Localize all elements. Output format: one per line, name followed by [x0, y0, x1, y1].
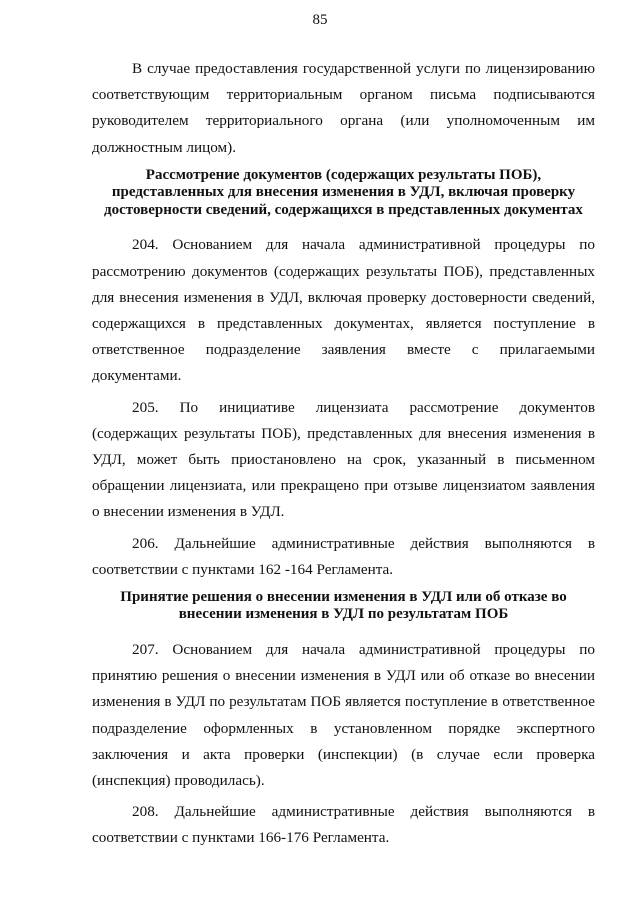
paragraph-208: 208. Дальнейшие административные действия выполняются в соответствии с пунктами 166-176 Регламента. — [92, 803, 595, 847]
paragraph-205: 205. По инициативе лицензиата рассмотрение документов (содержащих результаты ПОБ), представленных для внесения изменения в УДЛ, может быть приостановлено на срок, указанный в письменном обращении лицензиата, или прекращено при отзыве лицензиатом заявления о внесении изменения в УДЛ. — [92, 398, 595, 521]
paragraph-intro: В случае предоставления государственной услуги по лицензированию соответствующим территориальным органом письма подписываются руководителем территориального органа (или уполномоченным им должностным лицом). — [92, 60, 595, 156]
paragraph-204: 204. Основанием для начала административной процедуры по рассмотрению документов (содержащих результаты ПОБ), представленных для внесения изменения в УДЛ, включая проверку достоверности сведений, содержащихся в представленных документах, является поступление в ответственное подразделение заявления вместе с прилагаемыми документами. — [92, 236, 595, 385]
heading-line: Рассмотрение документов (содержащих результаты ПОБ), — [145, 166, 542, 183]
page-content — [92, 56, 595, 857]
paragraph-207: 207. Основанием для начала административной процедуры по принятию решения о внесении изменения в УДЛ или об отказе во внесении изменения в УДЛ по результатам ПОБ является поступление в ответственное подразделение оформленных в установленном порядке экспертного заключения и акта проверки (инспекции) (в случае если проверка (инспекция) проводилась). — [92, 640, 595, 789]
section-heading-decision — [92, 589, 595, 624]
section-heading-review — [92, 167, 595, 220]
heading-line: внесении изменения в УДЛ по результатам ПОБ — [178, 606, 509, 623]
heading-line: представленных для внесения изменения в УДЛ, включая проверку — [111, 184, 576, 201]
page-number: 85 — [312, 12, 328, 28]
paragraph-206: 206. Дальнейшие административные действия выполняются в соответствии с пунктами 162 -164 Регламента. — [92, 534, 595, 578]
heading-line: достоверности сведений, содержащихся в представленных документах — [104, 201, 583, 218]
heading-line: Принятие решения о внесении изменения в УДЛ или об отказе во — [120, 588, 567, 605]
